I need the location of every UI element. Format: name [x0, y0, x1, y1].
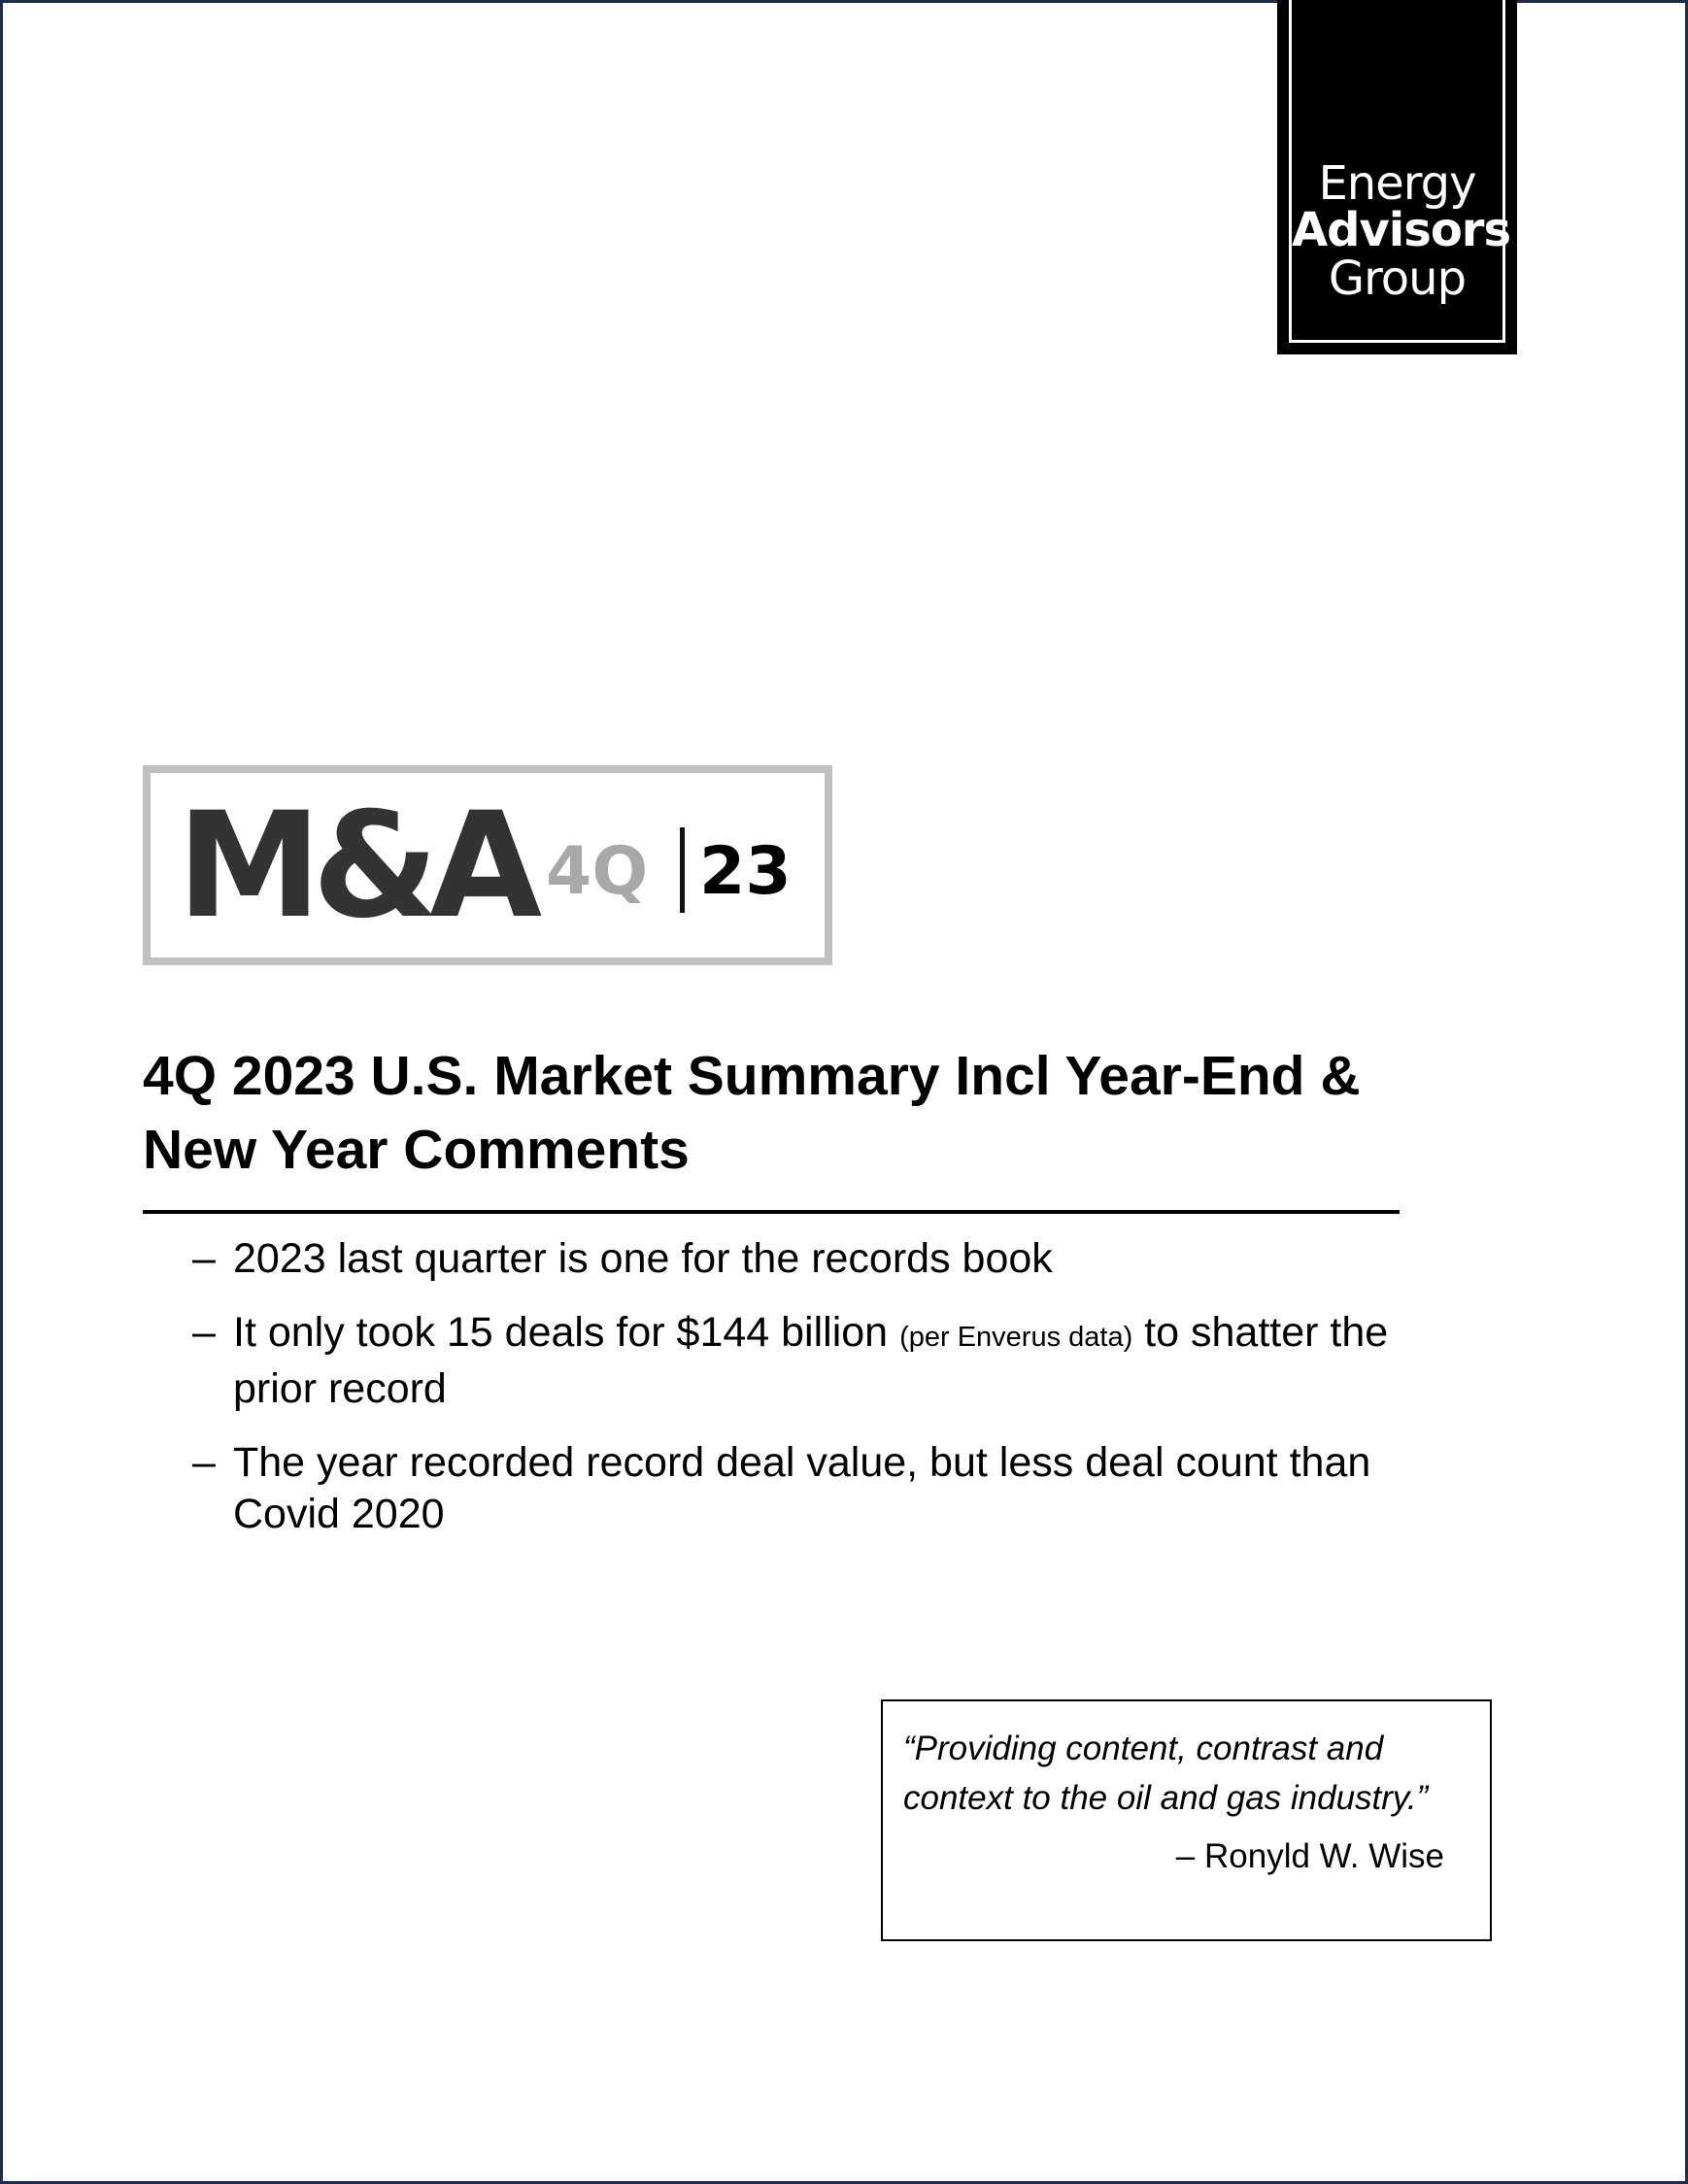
logo-frame — [1289, 0, 1511, 343]
bullet-dash: – — [192, 1439, 216, 1486]
company-logo — [1277, 0, 1517, 354]
document-title: 4Q 2023 U.S. Market Summary Incl Year-End & New Year Comments — [143, 1045, 1361, 1181]
summary-bullet-list — [192, 1233, 1416, 1562]
badge-divider — [680, 827, 685, 913]
bullet-text: 2023 last quarter is one for the records book — [233, 1235, 1053, 1282]
badge-year: 23 — [699, 833, 792, 910]
title-underline — [143, 1210, 1400, 1214]
bullet-text-continued: to shatter the prior record — [233, 1309, 1389, 1412]
quote-text: “Providing content, contrast and context to the oil and gas industry.” — [903, 1730, 1429, 1817]
logo-line-energy: Energy — [1318, 156, 1476, 211]
bullet-item — [192, 1233, 1416, 1285]
badge-ma-text: M&A — [177, 782, 533, 951]
bullet-text: The year recorded record deal value, but less deal count than Covid 2020 — [233, 1439, 1371, 1537]
bullet-dash: – — [192, 1235, 216, 1282]
bullet-text: It only took 15 deals for $144 billion — [233, 1309, 900, 1356]
source-note: (per Enverus data) — [899, 1322, 1133, 1353]
logo-line-group: Group — [1328, 252, 1467, 306]
bullet-item — [192, 1307, 1416, 1415]
report-badge — [143, 765, 832, 965]
bullet-item — [192, 1437, 1416, 1540]
badge-quarter: 4Q — [546, 833, 649, 910]
logo-line-advisors: Advisors — [1292, 203, 1511, 257]
bullet-dash: – — [192, 1309, 216, 1356]
quote-author: – Ronyld W. Wise — [1175, 1837, 1444, 1875]
quote-box — [881, 1699, 1492, 1941]
